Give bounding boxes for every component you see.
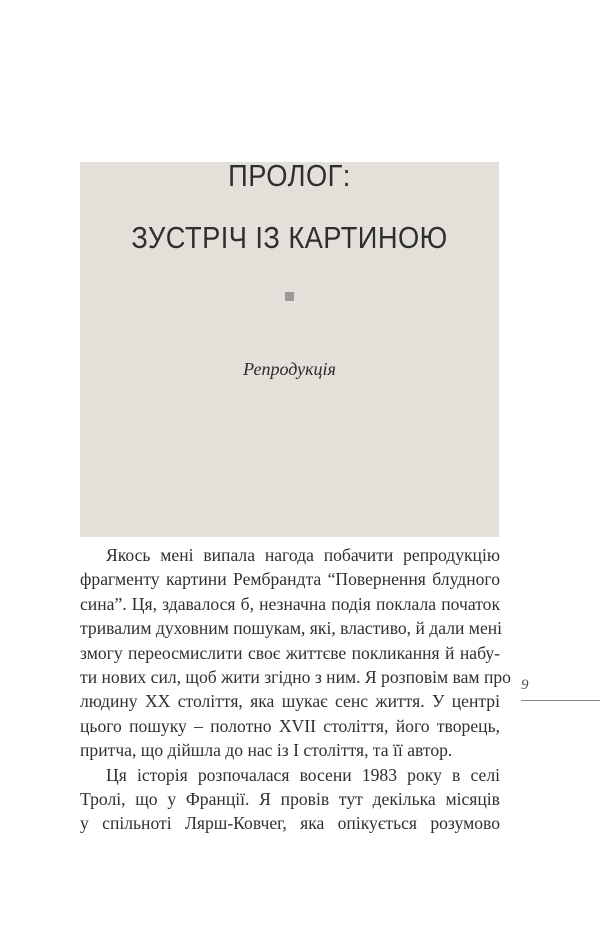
body-line: фрагменту картини Рембрандта “Повернення блудного [80, 569, 500, 590]
chapter-title-line-1: ПРОЛОГ: [228, 158, 351, 193]
body-line: тривалим духовним пошукам, які, властиво, й дали мені [80, 618, 503, 639]
body-line: цього пошуку – полотно XVII століття, його творець, [80, 715, 500, 736]
body-text [80, 543, 511, 836]
body-line: людину XX століття, яка шукає сенс життя. У центрі [80, 691, 500, 712]
body-line: ти нових сил, щоб жити згідно з ним. Я розповім вам про [80, 666, 511, 687]
chapter-title-line-2: ЗУСТРІЧ ІЗ КАРТИНОЮ [131, 220, 448, 255]
body-line: Тролі, що у Франції. Я провів тут декілька місяців [80, 788, 500, 809]
chapter-opening-panel [80, 162, 499, 537]
page-number: 9 [521, 677, 529, 693]
body-line: Якось мені випала нагода побачити репродукцію [106, 545, 500, 565]
page-number-rule [521, 700, 600, 701]
body-line: у спільноті Лярш-Ковчег, яка опікується розумово [80, 813, 500, 834]
section-title: Репродукція [243, 359, 336, 379]
body-line: сина”. Ця, здавалося б, незначна подія поклала початок [80, 593, 500, 614]
square-ornament-icon [285, 292, 294, 301]
body-line: Ця історія розпочалася восени 1983 року в селі [106, 764, 500, 785]
body-line: змогу переосмислити своє життєве покликання й набу- [80, 642, 500, 663]
body-line: притча, що дійшла до нас із I століття, та її автор. [80, 740, 453, 761]
